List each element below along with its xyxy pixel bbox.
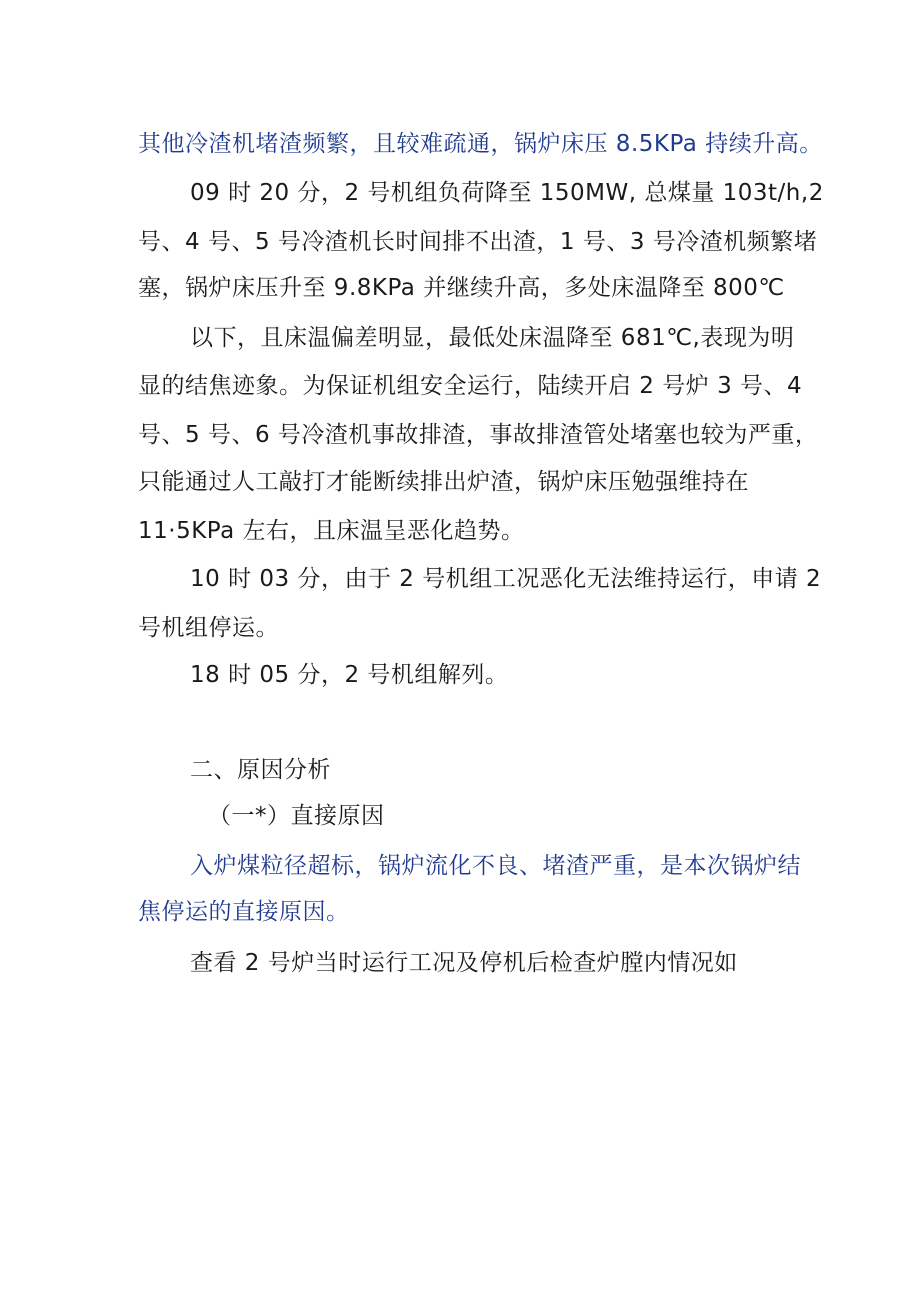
text-line: 以下，且床温偏差明显，最低处床温降至 681℃,表现为明 [190,325,795,351]
text-line: 18 时 05 分，2 号机组解列。 [190,662,509,688]
text-line: 号机组停运。 [138,615,279,641]
text-line: 09 时 20 分，2 号机组负荷降至 150MW, 总煤量 103t/h,2 [190,180,824,206]
text-line: 显的结焦迹象。为保证机组安全运行，陆续开启 2 号炉 3 号、4 [138,373,803,399]
text-line: 11·5KPa 左右，且床温呈恶化趋势。 [138,518,525,544]
text-line: 号、5 号、6 号冷渣机事故排渣，事故排渣管处堵塞也较为严重， [138,422,819,448]
subsection-heading: （一*）直接原因 [208,803,385,829]
section-heading: 二、原因分析 [190,757,331,783]
text-line: 号、4 号、5 号冷渣机长时间排不出渣，1 号、3 号冷渣机频繁堵 [138,229,818,255]
text-line: 10 时 03 分，由于 2 号机组工况恶化无法维持运行，申请 2 [190,566,822,592]
text-line: 焦停运的直接原因。 [138,899,350,925]
text-line: 其他冷渣机堵渣频繁，且较难疏通，锅炉床压 8.5KPa 持续升高。 [138,131,823,157]
text-line: 入炉煤粒径超标，锅炉流化不良、堵渣严重，是本次锅炉结 [190,853,801,879]
text-line: 只能通过人工敲打才能断续排出炉渣，锅炉床压勉强维持在 [138,469,749,495]
text-line: 塞，锅炉床压升至 9.8KPa 并继续升高，多处床温降至 800℃ [138,275,785,301]
text-line: 查看 2 号炉当时运行工况及停机后检查炉膛内情况如 [190,950,738,976]
